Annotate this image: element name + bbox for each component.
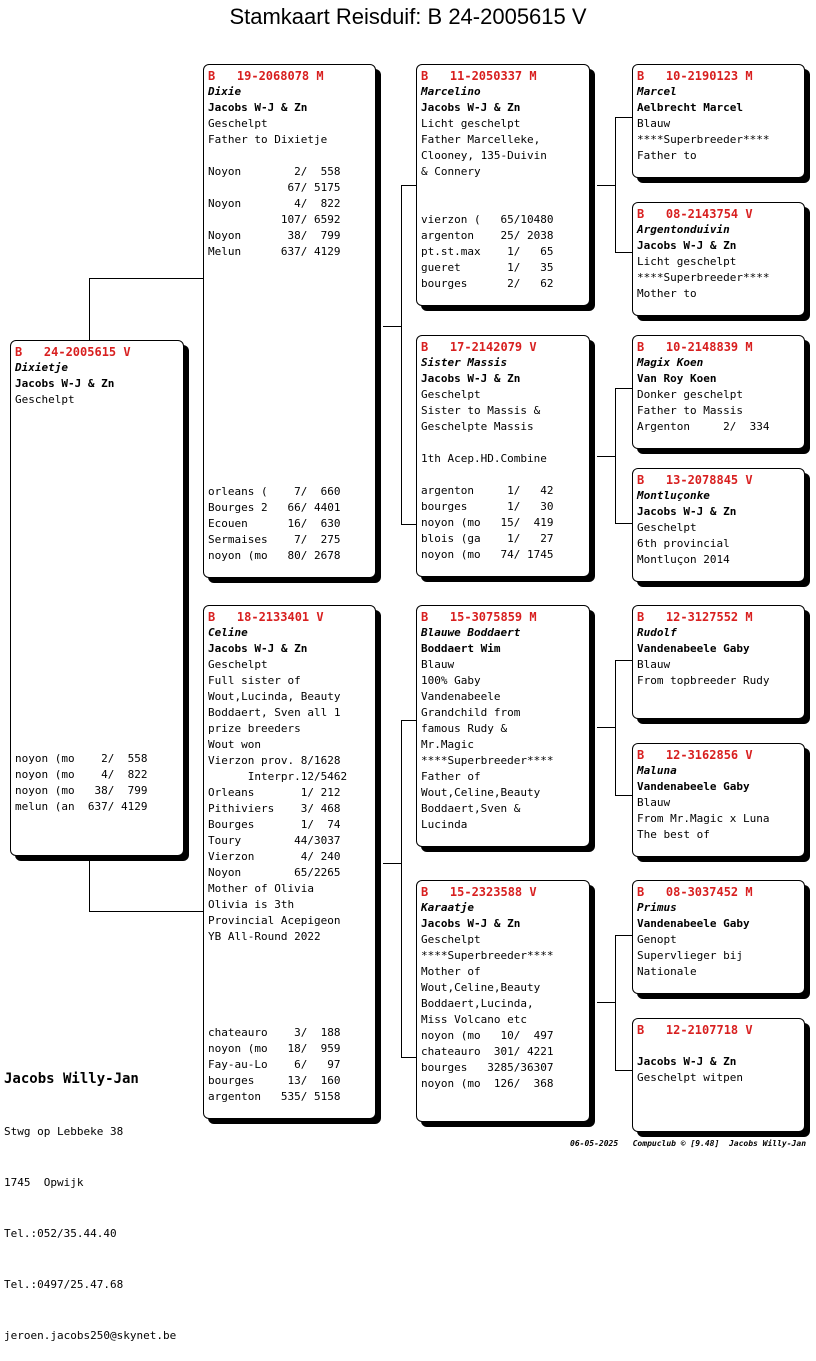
race-result: Fay-au-Lo 6/ 97 [208,1058,341,1071]
race-result: Ecouen 16/ 630 [208,517,341,530]
connector [401,185,402,525]
info-line: Noyon 4/ 822 [208,197,341,210]
connector [615,1070,632,1071]
info-line: ****Superbreeder**** [421,949,554,962]
owner-name: Aelbrecht Marcel [637,101,743,114]
pedigree-card-ddd [632,1018,805,1132]
race-result: melun (an 637/ 4129 [15,800,148,813]
connector [401,1057,416,1058]
info-line: famous Rudy & [421,722,508,735]
pedigree-card-sds [632,335,805,449]
info-line: Father of [421,770,481,783]
connector [615,935,632,936]
breeder-line: Tel.:052/35.44.40 [4,1227,117,1240]
info-line: Geschelpt [421,933,481,946]
pigeon-name: Argentonduivin [637,223,730,236]
info-line: prize breeders [208,722,301,735]
info-line: Blauw [637,658,671,671]
connector [89,278,90,340]
pigeon-name: Blauwe Boddaert [421,626,521,639]
info-line: Mr.Magic [421,738,474,751]
connector [89,911,203,912]
race-result: noyon (mo 15/ 419 [421,516,554,529]
info-line: Interpr.12/5462 [208,770,348,783]
race-result: Bourges 2 66/ 4401 [208,501,341,514]
owner-name: Jacobs W-J & Zn [637,505,737,518]
owner-name: Jacobs W-J & Zn [15,377,115,390]
info-line: Geschelpt witpen [637,1071,743,1084]
ring-number: B 08-2143754 V [637,207,753,221]
connector [597,456,616,457]
info-line: Pithiviers 3/ 468 [208,802,341,815]
pigeon-name: Karaatje [421,901,474,914]
owner-name: Vandenabeele Gaby [637,780,750,793]
race-results [421,212,585,292]
pedigree-card-subject [10,340,184,856]
connector [615,117,632,118]
info-line: From topbreeder Rudy [637,674,770,687]
pedigree-card-dam [203,605,376,1119]
pigeon-name: Sister Massis [421,356,508,369]
info-line: Boddaert, Sven all 1 [208,706,341,719]
breeder-line: Stwg op Lebbeke 38 [4,1125,124,1138]
ring-number: B 24-2005615 V [15,345,131,359]
connector [615,795,632,796]
connector [597,1002,616,1003]
info-line: Donker geschelpt [637,388,743,401]
pedigree-card-dds [632,880,805,994]
connector [615,523,632,524]
race-results [208,484,371,564]
pigeon-name [637,1038,800,1054]
info-line: Vierzon prov. 8/1628 [208,754,341,767]
pigeon-name: Montluçonke [637,489,710,502]
ring-number: B 15-3075859 M [421,610,537,624]
info-line: Blauw [637,117,671,130]
pedigree-card-dam-sire [416,605,590,847]
info-line: Bourges 1/ 74 [208,818,341,831]
info-line: Genopt [637,933,677,946]
info-line: chateauro 301/ 4221 [421,1045,554,1058]
info-line: Nationale [637,965,697,978]
info-line: 107/ 6592 [208,213,341,226]
info-line: Father to [637,149,697,162]
ring-number: B 11-2050337 M [421,69,537,83]
owner-name: Jacobs W-J & Zn [421,917,521,930]
pigeon-name: Marcelino [421,85,481,98]
info-line: From Mr.Magic x Luna [637,812,770,825]
connector [597,185,616,186]
info-line: Father to Dixietje [208,133,328,146]
connector [401,720,402,1058]
owner-name: Jacobs W-J & Zn [637,239,737,252]
race-result: gueret 1/ 35 [421,261,554,274]
race-result: noyon (mo 18/ 959 [208,1042,341,1055]
connector [615,660,616,796]
info-line: Olivia is 3th [208,898,295,911]
info-line: Montluçon 2014 [637,553,730,566]
owner-name: Jacobs W-J & Zn [421,372,521,385]
pedigree-card-sire-sire [416,64,590,306]
race-result: noyon (mo 4/ 822 [15,768,148,781]
connector [615,117,616,253]
info-line: Noyon 2/ 558 [208,165,341,178]
info-line: ****Superbreeder**** [637,271,770,284]
info-line: Miss Volcano etc [421,1013,527,1026]
info-line: Toury 44/3037 [208,834,341,847]
owner-name: Vandenabeele Gaby [637,642,750,655]
info-line: 67/ 5175 [208,181,341,194]
connector [615,252,632,253]
pigeon-name: Magix Koen [637,356,704,369]
info-line: Blauw [421,658,455,671]
info-line: Licht geschelpt [637,255,737,268]
info-line: Licht geschelpt [421,117,521,130]
ring-number: B 12-2107718 V [637,1023,753,1037]
connector [383,863,402,864]
ring-number: B 19-2068078 M [208,69,324,83]
ring-number: B 17-2142079 V [421,340,537,354]
pigeon-name: Marcel [637,85,677,98]
info-line: Father Marcelleke, [421,133,541,146]
race-result: vierzon ( 65/10480 [421,213,554,226]
info-line: Sister to Massis & [421,404,541,417]
info-line: 6th provincial [637,537,730,550]
connector [383,326,402,327]
pedigree-card-sire [203,64,376,578]
info-line: Vierzon 4/ 240 [208,850,341,863]
race-result: argenton 25/ 2038 [421,229,554,242]
connector [615,388,632,389]
info-line: Geschelpt [208,117,268,130]
pedigree-card-sdd [632,468,805,582]
page-title: Stamkaart Reisduif: B 24-2005615 V [229,4,587,29]
connector [89,278,203,279]
ring-number: B 12-3162856 V [637,748,753,762]
owner-name: Jacobs W-J & Zn [421,101,521,114]
race-result: bourges 1/ 30 [421,500,554,513]
pigeon-name: Celine [208,626,248,639]
race-result: noyon (mo 38/ 799 [15,784,148,797]
owner-name: Jacobs W-J & Zn [208,642,308,655]
connector [401,720,416,721]
owner-name: Van Roy Koen [637,372,717,385]
ring-number: B 18-2133401 V [208,610,324,624]
owner-name: Jacobs W-J & Zn [208,101,308,114]
info-line: Melun 637/ 4129 [208,245,341,258]
pigeon-name: Maluna [637,764,677,777]
info-line: Wout,Celine,Beauty [421,786,541,799]
connector [615,660,632,661]
race-result: pt.st.max 1/ 65 [421,245,554,258]
info-line: noyon (mo 126/ 368 [421,1077,554,1090]
race-result: blois (ga 1/ 27 [421,532,554,545]
info-line: Vandenabeele [421,690,501,703]
info-line: Blauw [637,796,671,809]
info-line: bourges 3285/36307 [421,1061,554,1074]
pigeon-name: Dixietje [15,361,68,374]
info-line: Argenton 2/ 334 [637,420,770,433]
connector [597,727,616,728]
race-result: chateauro 3/ 188 [208,1026,341,1039]
info-line: Noyon 38/ 799 [208,229,341,242]
ring-number: B 15-2323588 V [421,885,537,899]
breeder-line: Tel.:0497/25.47.68 [4,1278,124,1291]
pigeon-name: Primus [637,901,677,914]
info-line: Grandchild from [421,706,521,719]
race-results [208,1025,371,1105]
race-result: noyon (mo 74/ 1745 [421,548,554,561]
pedigree-card-dsd [632,743,805,857]
info-line [421,435,585,451]
race-result: noyon (mo 2/ 558 [15,752,148,765]
info-line: & Connery [421,165,481,178]
info-line: ****Superbreeder**** [421,754,554,767]
info-line: Father to Massis [637,404,743,417]
info-line: Orleans 1/ 212 [208,786,341,799]
info-line: Provincial Acepigeon [208,914,341,927]
race-results [421,483,585,563]
info-line: Clooney, 135-Duivin [421,149,547,162]
owner-name: Vandenabeele Gaby [637,917,750,930]
info-line: 1th Acep.HD.Combine [421,452,547,465]
info-line: Full sister of [208,674,301,687]
info-line: Geschelpt [637,521,697,534]
info-line: Geschelpt [15,393,75,406]
ring-number: B 10-2148839 M [637,340,753,354]
race-result: orleans ( 7/ 660 [208,485,341,498]
pedigree-card-ssd [632,202,805,316]
ring-number: B 12-3127552 M [637,610,753,624]
owner-name: Boddaert Wim [421,642,501,655]
info-line: noyon (mo 10/ 497 [421,1029,554,1042]
info-line: Boddaert,Sven & [421,802,521,815]
info-line: Boddaert,Lucinda, [421,997,534,1010]
info-line: YB All-Round 2022 [208,930,321,943]
race-result: noyon (mo 80/ 2678 [208,549,341,562]
info-line: Wout,Celine,Beauty [421,981,541,994]
footer-credits: 06-05-2025 Compuclub © [9.48] Jacobs Willy-Jan [570,1139,807,1148]
info-line: The best of [637,828,710,841]
info-line [208,148,371,164]
ring-number: B 10-2190123 M [637,69,753,83]
breeder-name: Jacobs Willy-Jan [4,1071,139,1087]
race-result: bourges 13/ 160 [208,1074,341,1087]
pedigree-card-dam-dam [416,880,590,1122]
pigeon-name: Dixie [208,85,242,98]
connector [401,524,416,525]
info-line: Wout won [208,738,261,751]
race-result: Sermaises 7/ 275 [208,533,341,546]
connector [89,856,90,912]
info-line: 100% Gaby [421,674,481,687]
ring-number: B 08-3037452 M [637,885,753,899]
info-line: ****Superbreeder**** [637,133,770,146]
ring-number: B 13-2078845 V [637,473,753,487]
pedigree-card-sire-dam [416,335,590,577]
info-line: Mother of Olivia [208,882,314,895]
owner-name: Jacobs W-J & Zn [637,1055,737,1068]
info-line: Geschelpte Massis [421,420,534,433]
breeder-email: jeroen.jacobs250@skynet.be [4,1329,177,1342]
info-line: Geschelpt [208,658,268,671]
race-result: argenton 535/ 5158 [208,1090,341,1103]
info-line: Lucinda [421,818,468,831]
info-line: Geschelpt [421,388,481,401]
breeder-info [4,1035,176,1361]
info-line: Mother of [421,965,481,978]
connector [401,185,416,186]
info-line: Mother to [637,287,697,300]
pedigree-card-dss [632,605,805,719]
info-line: Supervlieger bij [637,949,743,962]
pedigree-card-sss [632,64,805,178]
info-line: Noyon 65/2265 [208,866,341,879]
connector [615,388,616,524]
race-result: argenton 1/ 42 [421,484,554,497]
race-results [15,751,179,815]
pigeon-name: Rudolf [637,626,677,639]
connector [615,935,616,1071]
race-result: bourges 2/ 62 [421,277,554,290]
breeder-line: 1745 Opwijk [4,1176,84,1189]
info-line: Wout,Lucinda, Beauty [208,690,341,703]
